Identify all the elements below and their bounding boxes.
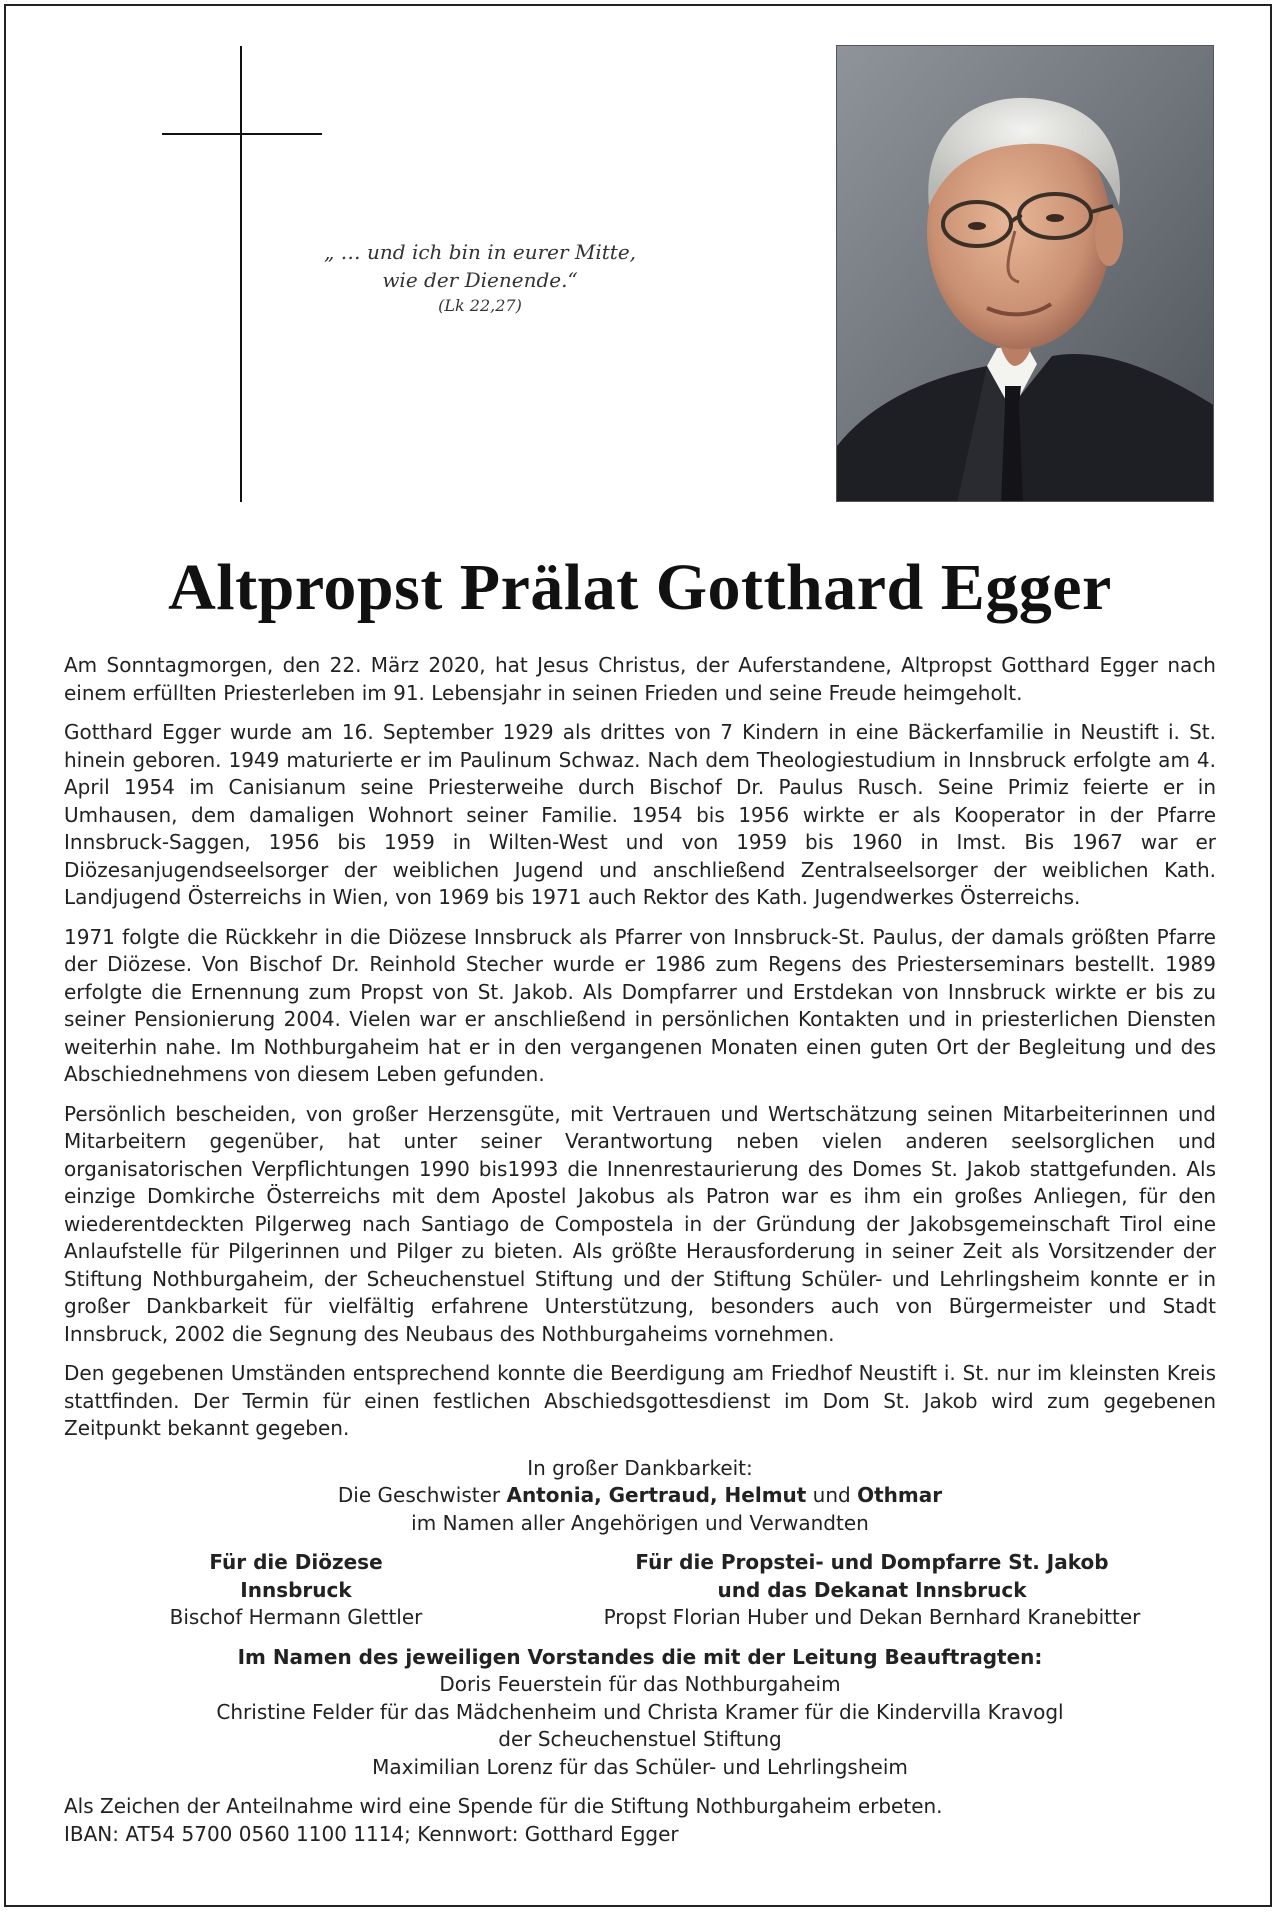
signatories [64, 1549, 1216, 1632]
paragraph-legacy: Persönlich bescheiden, von großer Herzensgüte, mit Vertrauen und Wertschätzung seinen Mitarbeiterinnen und Mitarbeitern gegenüber, hat unter seiner Verantwortung neben vielen anderen seelsorglichen und organisatorischen Verpflichtungen 1990 bis1993 die Innenrestaurierung des Domes St. Jakob stattgefunden. Als einzige Domkirche Österreichs mit dem Apostel Jakobus als Patron war es ihm ein großes Anliegen, für den wiederentdeckten Pilgerweg nach Santiago de Compostela in der Gründung der Jakobsgemeinschaft Tirol eine Anlaufstelle für Pilgerinnen und Pilger zu bieten. Als größte Herausforderung in seiner Zeit als Vorsitzender der Stiftung Nothburgaheim, der Scheuchenstuel Stiftung und der Stiftung Schüler- und Lehrlingsheim konnte er in großer Dankbarkeit für vielfältig erfahrene Unterstützung, besonders auch von Bürgermeister und Stadt Innsbruck, 2002 die Segnung des Neubaus des Nothburgaheims vornehmen. [64, 1101, 1216, 1346]
quote-line-1: „ … und ich bin in eurer Mitte, [323, 240, 637, 264]
donation-iban: IBAN: AT54 5700 0560 1100 1114; Kennwort: Gotthard Egger [64, 1821, 679, 1846]
cross-horizontal-bar [162, 133, 322, 135]
parish-heading-1: Für die Propstei- und Dompfarre St. Jakob [635, 1550, 1109, 1574]
conjunction: und [806, 1483, 858, 1507]
board-line: Maximilian Lorenz für das Schüler- und Lehrlingsheim [372, 1754, 908, 1779]
diocese-heading-1: Für die Diözese [209, 1550, 383, 1574]
obituary-body [64, 652, 1216, 1848]
parish-heading-2: und das Dekanat Innsbruck [717, 1577, 1027, 1602]
parish-names: Propst Florian Huber und Dekan Bernhard Kranebitter [603, 1605, 1141, 1629]
mourners-relatives: im Namen aller Angehörigen und Verwandten [411, 1510, 869, 1535]
sibling-name: Antonia [506, 1483, 595, 1507]
signatory-diocese [64, 1549, 528, 1632]
portrait-photo [836, 45, 1214, 502]
diocese-heading-2: Innsbruck [240, 1577, 352, 1602]
separator: , [709, 1483, 725, 1507]
quote-reference: (Lk 22,27) [438, 296, 522, 315]
paragraph-announcement: Am Sonntagmorgen, den 22. März 2020, hat Jesus Christus, der Auferstandene, Altpropst Gotthard Egger nach einem erfüllten Priesterleben im 91. Lebensjahr in seinen Frieden und seine Freude heimgeholt. [64, 653, 1216, 705]
signatory-parish [528, 1549, 1216, 1632]
quote-line-2: wie der Dienende.“ [382, 268, 578, 292]
portrait-illustration [837, 46, 1214, 502]
diocese-name: Bischof Hermann Glettler [169, 1605, 423, 1629]
board-line: Christine Felder für das Mädchenheim und Christa Kramer für die Kindervilla Kravogl [216, 1699, 1064, 1724]
paragraph-early-life: Gotthard Egger wurde am 16. September 1929 als drittes von 7 Kindern in eine Bäckerfamilie in Neustift i. St. hinein geboren. 1949 maturierte er im Paulinum Schwaz. Nach dem Theologiestudium in Innsbruck erfolgte am 4. April 1954 im Canisianum seine Priesterweihe durch Bischof Dr. Paulus Rusch. Seine Primiz feierte er in Umhausen, dem damaligen Wohnort seiner Familie. 1954 bis 1956 wirkte er als Kooperator in der Pfarre Innsbruck-Saggen, 1956 bis 1959 in Wilten-West und von 1959 bis 1960 in Imst. Bis 1967 war er Diözesanjugendseelsorger der weiblichen Jugend und anschließend Zentralseelsorger der weiblichen Kath. Landjugend Österreichs in Wien, von 1969 bis 1971 auch Rektor des Kath. Jugendwerkes Österreichs. [64, 720, 1216, 909]
donation-request: Als Zeichen der Anteilnahme wird eine Spende für die Stiftung Nothburgaheim erbeten. [64, 1794, 943, 1818]
separator: , [594, 1483, 609, 1507]
sibling-name: Othmar [857, 1483, 943, 1507]
paragraph-ministry: 1971 folgte die Rückkehr in die Diözese Innsbruck als Pfarrer von Innsbruck-St. Paulus, der damals größten Pfarre der Diözese. Von Bischof Dr. Reinhold Stecher wurde er 1986 zum Regens des Priesterseminars bestellt. 1989 erfolgte die Ernennung zum Propst von St. Jakob. Als Dompfarrer und Erstdekan von Innsbruck wirkte er bis zu seiner Pensionierung 2004. Vielen war er anschließend in persönlichen Kontakten und in priesterlichen Diensten weiterhin nahe. Im Nothburgaheim hat er in den vergangenen Monaten einen guten Ort der Begleitung und des Abschiednehmens von diesem Leben gefunden. [64, 924, 1216, 1086]
cross-vertical-bar [240, 46, 242, 502]
mourners-siblings [64, 1482, 1216, 1510]
board-line: der Scheuchenstuel Stiftung [498, 1727, 782, 1751]
paragraph-funeral: Den gegebenen Umständen entsprechend konnte die Beerdigung am Friedhof Neustift i. St. nur im kleinsten Kreis stattfinden. Der Termin für einen festlichen Abschiedsgottesdienst im Dom St. Jakob wird zum gegebenen Zeitpunkt bekannt gegeben. [64, 1361, 1216, 1440]
mourners-thanks: In großer Dankbarkeit: [527, 1455, 753, 1480]
mourners-block [64, 1455, 1216, 1538]
sibling-name: Gertraud [608, 1483, 710, 1507]
bible-quote [300, 238, 660, 318]
board-heading: Im Namen des jeweiligen Vorstandes die mit der Leitung Beauftragten: [237, 1644, 1043, 1669]
siblings-prefix: Die Geschwister [337, 1483, 507, 1507]
board-line: Doris Feuerstein für das Nothburgaheim [439, 1672, 841, 1696]
board-block [64, 1644, 1216, 1782]
obituary-title: Altpropst Prälat Gotthard Egger [168, 551, 1112, 624]
sibling-name: Helmut [724, 1483, 807, 1507]
donation-block [64, 1793, 1216, 1848]
